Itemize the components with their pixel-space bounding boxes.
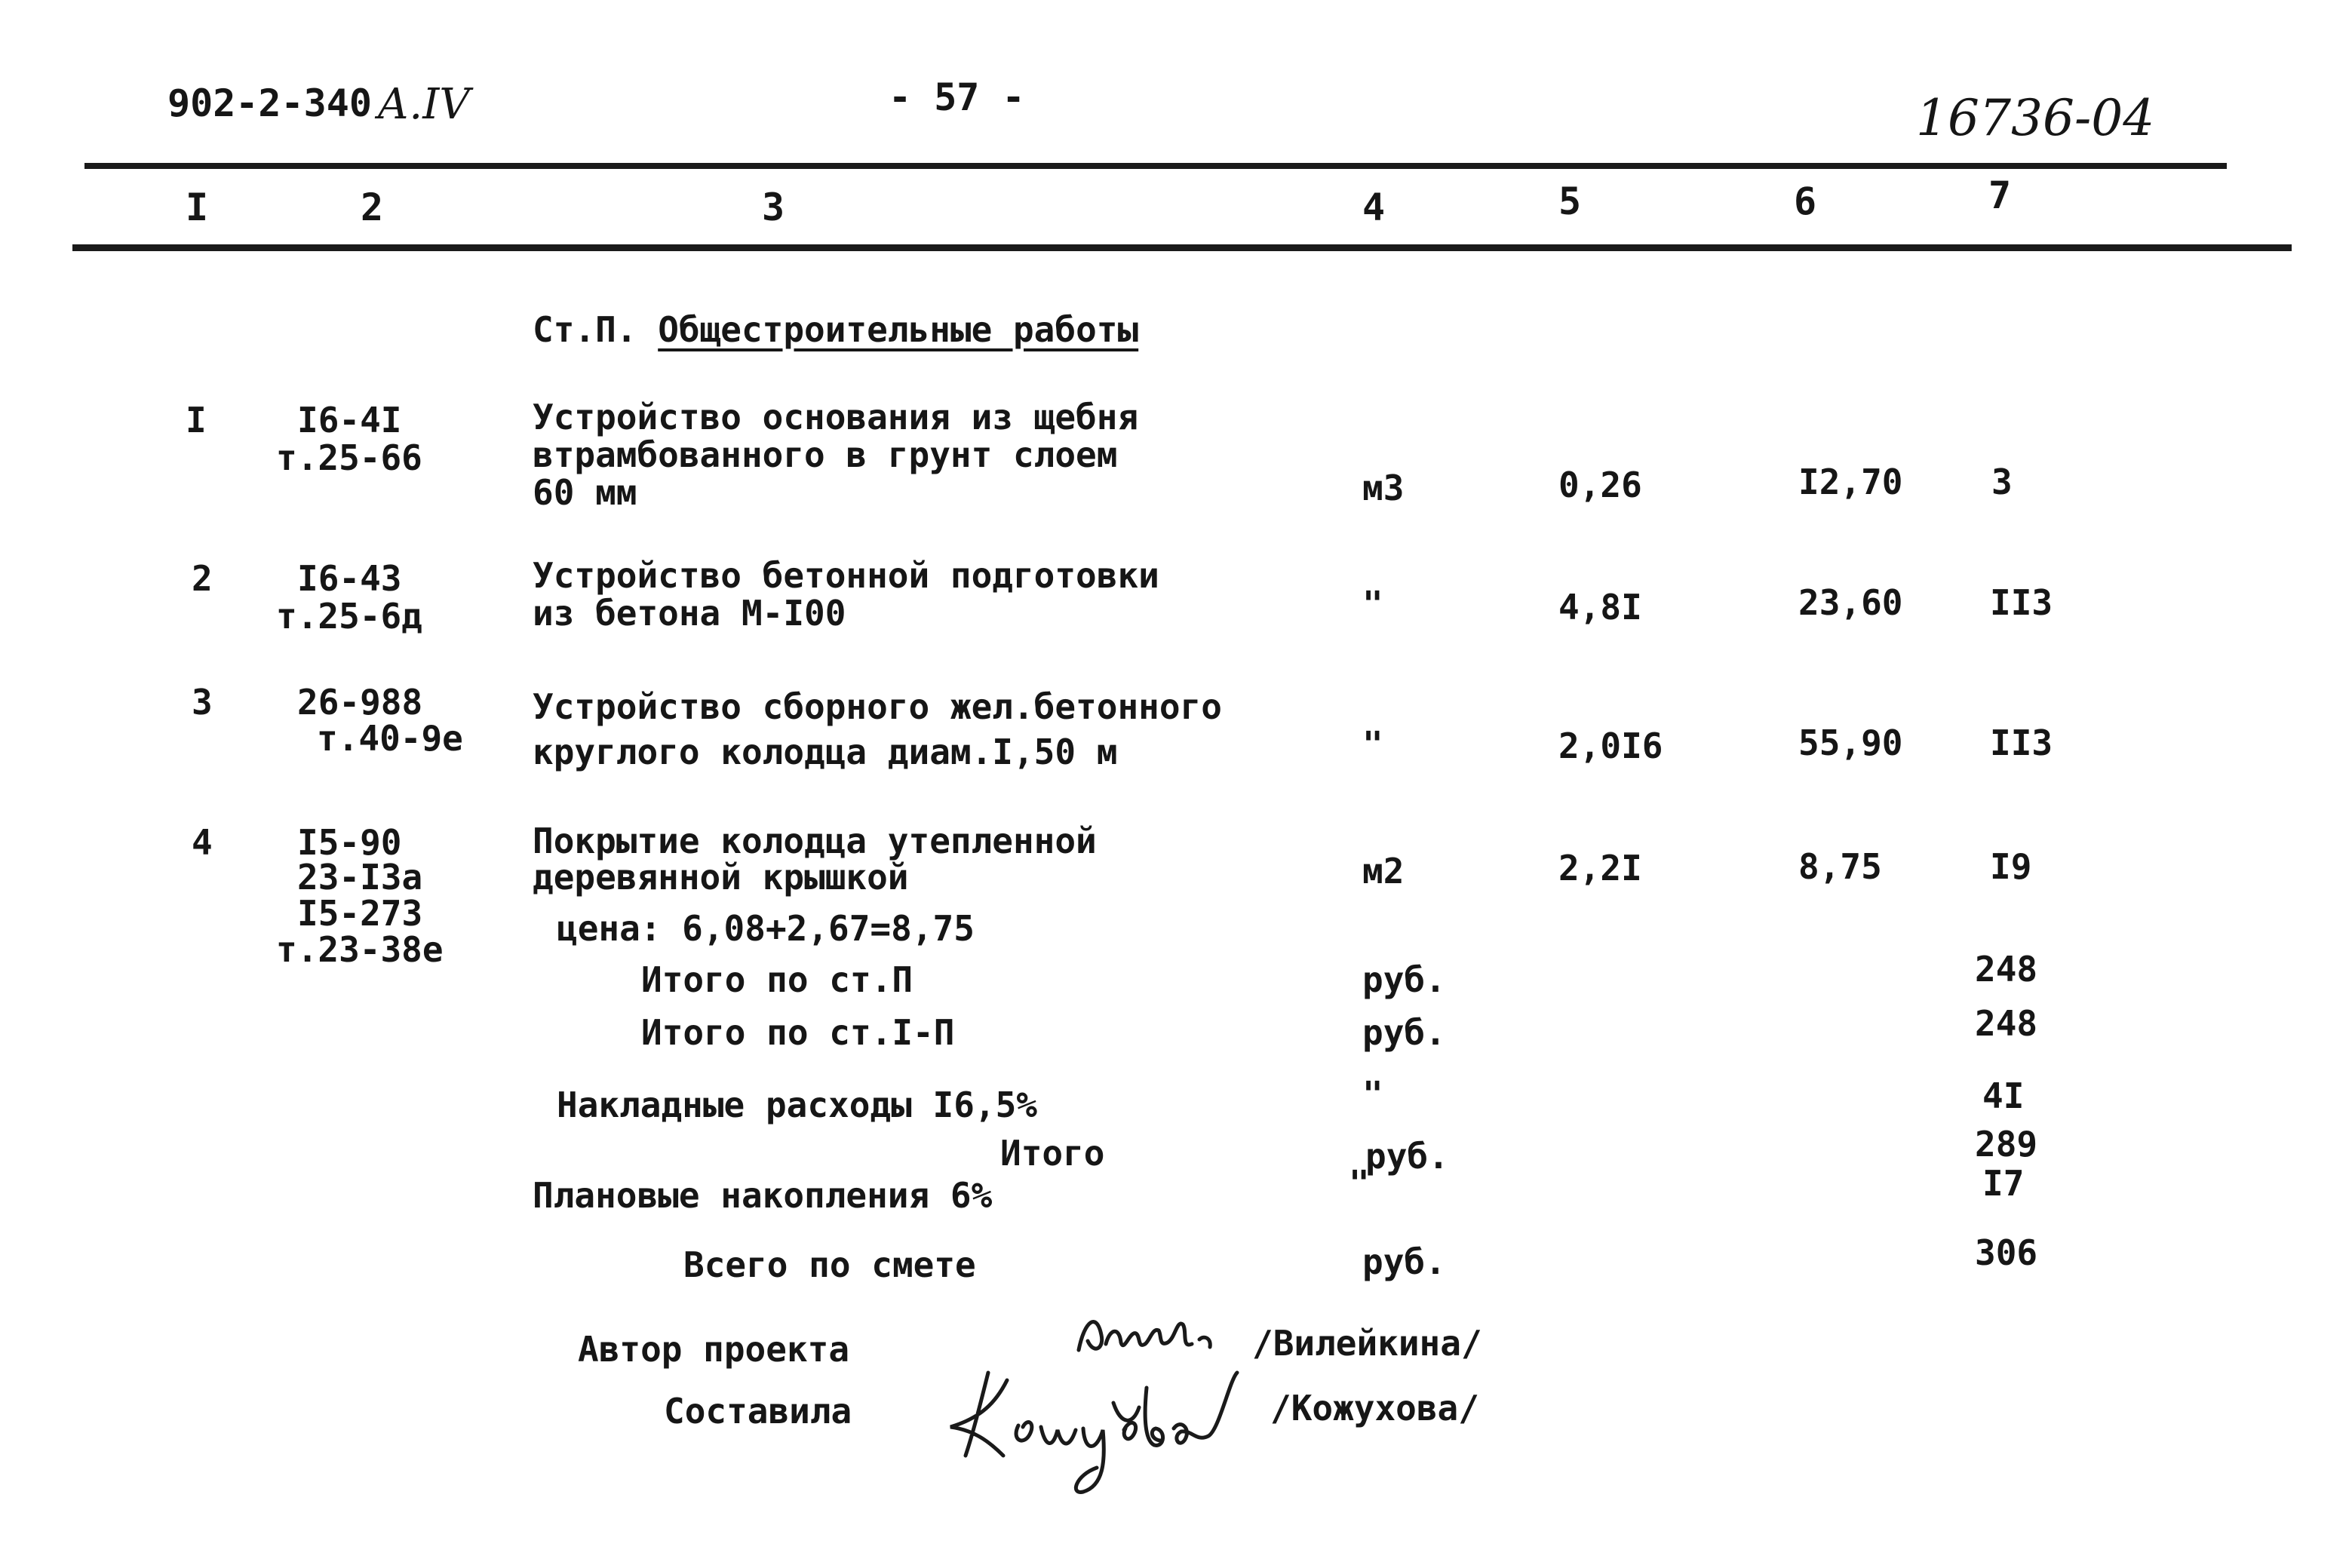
work-description: втрамбованного в грунт слоем <box>533 434 1118 475</box>
norm-code: т.23-38е <box>276 929 444 970</box>
total-unit: руб. <box>1362 959 1446 1000</box>
total-unit: руб. <box>1365 1136 1449 1177</box>
norm-code: I5-273 <box>297 893 423 934</box>
column-number: 2 <box>361 186 384 229</box>
compiler-signature-image <box>935 1358 1297 1501</box>
author-label: Автор проекта <box>578 1329 850 1370</box>
norm-code: 23-I3а <box>297 857 423 898</box>
total-label: Плановые накопления 6% <box>533 1175 993 1216</box>
norm-code: I5-90 <box>297 822 402 863</box>
unit: м2 <box>1362 851 1405 891</box>
compiler-name: /Кожухова/ <box>1270 1388 1479 1428</box>
work-description: Устройство основания из щебня <box>533 397 1139 437</box>
unit: " <box>1362 724 1383 765</box>
work-description: Устройство сборного жел.бетонного <box>533 686 1222 727</box>
section-heading: Ст.П. Общестроительные работы <box>533 309 1139 350</box>
total-unit: руб. <box>1362 1241 1446 1282</box>
total-label: Накладные расходы I6,5% <box>557 1085 1037 1125</box>
cost: II3 <box>1990 582 2053 623</box>
total-label: Итого <box>1000 1133 1105 1174</box>
album-mark: А.IV <box>377 80 470 129</box>
quantity: 0,26 <box>1558 465 1642 505</box>
cost: II3 <box>1990 723 2053 763</box>
work-description: круглого колодца диам.I,50 м <box>533 732 1118 772</box>
row-number: 3 <box>192 682 213 723</box>
total-value: I7 <box>1982 1163 2025 1204</box>
column-number: 7 <box>1988 173 2012 217</box>
unit: " <box>1362 584 1383 624</box>
document-code: 902-2-340 <box>167 81 372 125</box>
work-description: из бетона М-I00 <box>533 593 846 634</box>
column-number: 3 <box>762 186 785 229</box>
total-unit: руб. <box>1362 1012 1446 1053</box>
total-label: Итого по ст.I-П <box>641 1012 955 1053</box>
norm-code: т.25-66 <box>276 437 422 478</box>
unit-price: 23,60 <box>1798 582 1903 623</box>
row-number: 4 <box>192 822 213 863</box>
cost: I9 <box>1990 846 2032 887</box>
author-name: /Вилейкина/ <box>1252 1323 1482 1364</box>
archive-number: 16736-04 <box>1916 89 2155 147</box>
header-top-rule <box>84 163 2227 169</box>
total-value: 306 <box>1975 1232 2038 1273</box>
column-number: 5 <box>1558 180 1582 223</box>
column-number: I <box>186 186 209 229</box>
total-unit: " <box>1362 1074 1383 1115</box>
quantity: 2,2I <box>1558 848 1642 888</box>
work-description: деревянной крышкой <box>533 857 909 898</box>
price-note: цена: 6,08+2,67=8,75 <box>557 908 975 949</box>
row-number: I <box>186 400 207 440</box>
work-description: 60 мм <box>533 472 637 513</box>
work-description: Покрытие колодца утепленной <box>533 821 1097 861</box>
quantity: 4,8I <box>1558 587 1642 628</box>
cost: 3 <box>1991 462 2013 502</box>
work-description: Устройство бетонной подготовки <box>533 555 1159 596</box>
norm-code: 26-988 <box>297 682 423 723</box>
total-value: 4I <box>1982 1076 2025 1116</box>
page-number: - 57 - <box>889 75 1025 119</box>
total-unit: " <box>1349 1163 1370 1204</box>
unit-price: 55,90 <box>1798 723 1903 763</box>
norm-code: т.40-9е <box>317 718 463 759</box>
total-label: Всего по смете <box>683 1244 976 1285</box>
unit-price: I2,70 <box>1798 462 1903 502</box>
norm-code: I6-4I <box>297 400 402 440</box>
column-number: 6 <box>1794 180 1817 223</box>
row-number: 2 <box>192 558 213 599</box>
compiler-label: Составила <box>664 1391 852 1431</box>
total-value: 248 <box>1975 949 2038 990</box>
unit-price: 8,75 <box>1798 846 1882 887</box>
total-value: 289 <box>1975 1124 2038 1164</box>
norm-code: I6-43 <box>297 558 402 599</box>
total-label: Итого по ст.П <box>641 959 913 1000</box>
unit: м3 <box>1362 468 1405 508</box>
total-value: 248 <box>1975 1003 2038 1044</box>
norm-code: т.25-6д <box>276 596 422 637</box>
column-number: 4 <box>1362 186 1386 229</box>
header-bottom-rule <box>72 244 2292 251</box>
quantity: 2,0I6 <box>1558 726 1663 766</box>
